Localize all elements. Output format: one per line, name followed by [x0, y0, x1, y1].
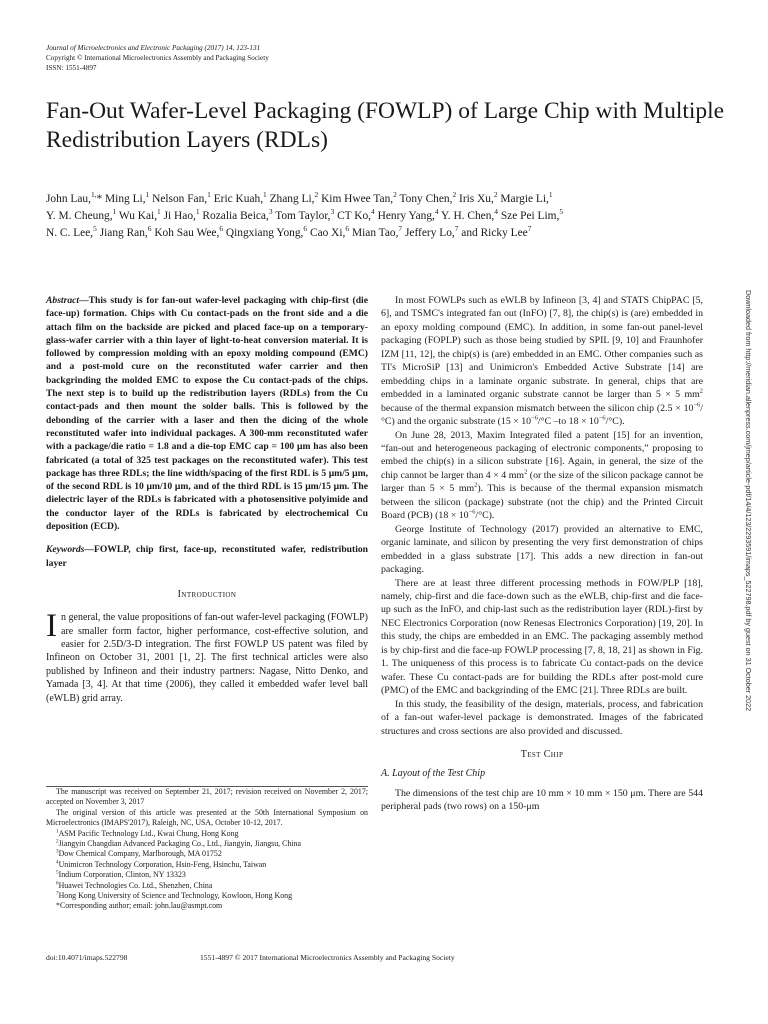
affiliation-text: Hong Kong University of Science and Technology, Kowloon, Hong Kong	[58, 891, 293, 901]
affiliation-5	[46, 870, 368, 880]
affiliation-text: Jiangyin Changdian Advanced Packaging Co., Ltd., Jiangyin, Jiangsu, China	[58, 839, 301, 849]
affiliation-1	[46, 829, 368, 839]
affiliation-2	[46, 839, 368, 849]
affiliation-3	[46, 849, 368, 859]
footnote-original: The original version of this article was presented at the 50th International Symposium on Microelectronics (IMAPS'2017), Raleigh, NC, USA, October 10-12, 2017.	[46, 807, 368, 828]
download-notice: Downloaded from http://meridian.allenpress.com/jmep/article-pdf/14/4/123/2293591/imaps_522798.pdf by guest on 31 October 2022	[744, 290, 753, 712]
affiliation-number: 7	[56, 890, 59, 897]
issn-line: ISSN: 1551-4897	[46, 64, 97, 72]
abstract-text: —This study is for fan-out wafer-level packaging with chip-first (die face-up) formation. Chips with Cu contact-pads on the front side and a die attach film on the backside are picked and placed face-up on a temporary-glass-wafer carrier with a thin layer of light-to-heat conversion material. It is followed by compression molding with an epoxy molding compound (EMC) and a post-mold cure on the reconstituted wafer carrier and then backgrinding the molded EMC to expose the Cu contact-pads of the chips. The next step is to build up the redistribution layers (RDLs) from the Cu contact-pads and then mount the solder balls. This is followed by the debonding of the carrier with a laser and then the dicing of the whole reconstituted wafer into individual packages. A 300-mm reconstituted wafer with a package/die ratio = 1.8 and a die-top EMC cap = 100 μm has also been fabricated (a total of 325 test packages on the reconstituted wafer). This test package has three RDLs; the line width/spacing of the first RDL is 5 μm/5 μm, of the second RDL is 10 μm/10 μm, and of the third RDL is 15 μm/15 μm. The dielectric layer of the RDLs is fabricated with a photosensitive polyimide and the conductor layer of the RDLs is fabricated by electrochemical Cu deposition (ECD).	[46, 295, 368, 533]
affiliation-4	[46, 860, 368, 870]
abstract-label: Abstract	[46, 295, 80, 306]
body-paragraph-1: In most FOWLPs such as eWLB by Infineon [3, 4] and STATS ChipPAC [5, 6], and TSMC's integrated fan out (InFO) [7, 8], the chip(s) is (are) embedded in an epoxy molding compound (EMC). In addition, in some fan-out panel-level packaging (FOPLP) such as those being studied by SPIL [9, 10] and Fraunhofer IZM [11, 12], the chip(s) is (are) embedded in an EMC. Other companies such as TI's MicroSiP [13] and Unimicron's Embedded Active Substrate [14] are embedding chips in a laminate organic substrate. In general, chips that are embedded in a laminated organic substrate cannot be larger than 5 × 5 $mm^2$ because of the thermal expansion mismatch between the silicon chip $(2.5 \times 10^{-6}/^\circ C)$ and the organic substrate ($15 \times 10^{-6}/^\circ C$ –to $18 \times 10^{-6}/^\circ C$).	[381, 295, 703, 428]
journal-line: Journal of Microelectronics and Electronic Packaging (2017) 14, 123-131	[46, 44, 261, 52]
keywords-label: Keywords	[46, 544, 85, 556]
body-paragraph-5: In this study, the feasibility of the design, materials, process, and fabrication of a fan-out wafer-level package is demonstrated. Images of the fabricated structures and cross sections are also provided and discussed.	[381, 698, 703, 737]
footnotes	[46, 786, 368, 912]
author-list: John Lau,$^{1,}$* Ming Li,$^1$ Nelson Fan,$^1$ Eric Kuah,$^1$ Zhang Li,$^2$ Kim Hwee Tan,$^2$ Tony Chen,$^2$ Iris Xu,$^2$ Margie Li,$^1$ Y. M. Cheung,$^1$ Wu Kai,$^1$ Ji Hao,$^1$ Rozalia Beica,$^3$ Tom Taylor,$^3$ CT Ko,$^4$ Henry Yang,$^4$ Y. H. Chen,$^4$ Sze Pei Lim,$^5$ N. C. Lee,$^5$ Jiang Ran,$^6$ Koh Sau Wee,$^6$ Qingxiang Yong,$^6$ Cao Xi,$^6$ Mian Tao,$^7$ Jeffery Lo,$^7$ and Ricky Lee$^7$	[46, 190, 564, 239]
affiliation-text: Dow Chemical Company, Marlborough, MA 01752	[58, 849, 222, 859]
body-paragraph-3: George Institute of Technology (2017) provided an alternative to EMC, organic laminate, and silicon by presenting the very first demonstration of chips embedded in a glass substrate [17]. This adds a new direction in fan-out packaging.	[381, 523, 703, 576]
body-paragraph-2: On June 28, 2013, Maxim Integrated filed a patent [15] for an invention, “fan-out and heterogeneous packaging of electronic components,” proposing to embed the chip(s) in a silicon substrate [16]. Again, in general, the size of the chip cannot be larger than 4 × 4 $mm^2$ (or the size of the silicon package cannot be larger than 5 × 5 $mm^2$). This is because of the thermal expansion mismatch between the silicon (package) substrate (not the chip) and the Printed Circuit Board (PCB) $(18 \times 10^{-6}/^\circ C)$.	[381, 429, 703, 522]
affiliation-text: Unimicron Technology Corporation, Hsin-Feng, Hsinchu, Taiwan	[58, 859, 267, 869]
footer-doi: doi:10.4071/imaps.522798	[46, 953, 128, 962]
introduction-paragraph	[46, 608, 368, 705]
test-chip-heading: Test Chip	[520, 748, 564, 760]
test-chip-paragraph: The dimensions of the test chip are 10 mm × 10 mm × 150 μm. There are 544 peripheral pads (two rows) on a 150-μm	[381, 787, 703, 812]
keywords-text: —FOWLP, chip first, face-up, reconstituted wafer, redistribution layer	[46, 544, 368, 569]
affiliation-number: 3	[56, 848, 59, 855]
test-chip-subheading: A. Layout of the Test Chip	[381, 768, 486, 780]
introduction-heading: Introduction	[177, 588, 237, 600]
body-paragraphs	[381, 294, 703, 738]
affiliation-text: Indium Corporation, Clinton, NY 13323	[58, 870, 186, 880]
left-column	[46, 294, 368, 705]
drop-cap: I	[46, 608, 57, 645]
download-sidebar	[742, 290, 753, 950]
affiliation-7	[46, 891, 368, 901]
corresponding-author: *Corresponding author; email: john.lau@asmpt.com	[56, 901, 223, 911]
affiliation-text: Huawei Technologies Co. Ltd., Shenzhen, China	[58, 880, 213, 890]
body-paragraph-4: There are at least three different processing methods in FOW/PLP [18], namely, chip-first and die face-down such as the eWLB, chip-first and die face-up such as the InFO, and chip-last such as the redistribution layer (RDL)-first by NEC Electronics Corporation (now Renesas Electronics Corporation) [19, 20]. In this study, the chips are embedded in an EMC. The packaging assembly method is by chip-first and die face-up FOWLP processing [7, 8, 18, 21] as shown in Fig. 1. The uniqueness of this process is to fabricate Cu contact-pads on the device wafer. These Cu contact-pads are for building the RDLs after post-mold cure (PMC) of the EMC and backgrinding of the EMC [21]. Three RDLs are built.	[381, 577, 703, 697]
affiliation-number: 2	[56, 838, 59, 845]
journal-header	[46, 43, 269, 73]
affiliation-list	[46, 829, 368, 902]
introduction-text: n general, the value propositions of fan-out wafer-level packaging (FOWLP) are smaller form factor, higher performance, cost-effective solution, and easier for 2.5D/3-D integration. The first FOWLP US patent was filed by Infineon on October 31, 2001 [1, 2]. The first technical articles were also published by Infineon and their industry partners: Nagase, Nitto Denko, and Yamada [3, 4]. At that time (2006), they called it embedded wafer level ball (eWLB) grid array.	[46, 612, 368, 704]
affiliation-text: ASM Pacific Technology Ltd., Kwai Chung, Hong Kong	[58, 828, 239, 838]
right-column	[381, 294, 703, 813]
keywords	[46, 543, 368, 570]
affiliation-number: 4	[56, 859, 59, 866]
affiliation-number: 5	[56, 869, 59, 876]
footer-issn: 1551-4897 © 2017 International Microelectronics Assembly and Packaging Society	[200, 953, 455, 962]
footnote-received: The manuscript was received on September 21, 2017; revision received on November 2, 2017; accepted on November 3, 2017	[46, 787, 368, 807]
affiliation-number: 6	[56, 880, 59, 887]
copyright-line: Copyright © International Microelectronics Assembly and Packaging Society	[46, 54, 269, 62]
affiliation-6	[46, 881, 368, 891]
paper-title: Fan-Out Wafer-Level Packaging (FOWLP) of Large Chip with Multiple Redistribution Layers (RDLs)	[46, 98, 725, 153]
affiliation-number: 1	[56, 828, 59, 834]
abstract	[46, 294, 368, 533]
